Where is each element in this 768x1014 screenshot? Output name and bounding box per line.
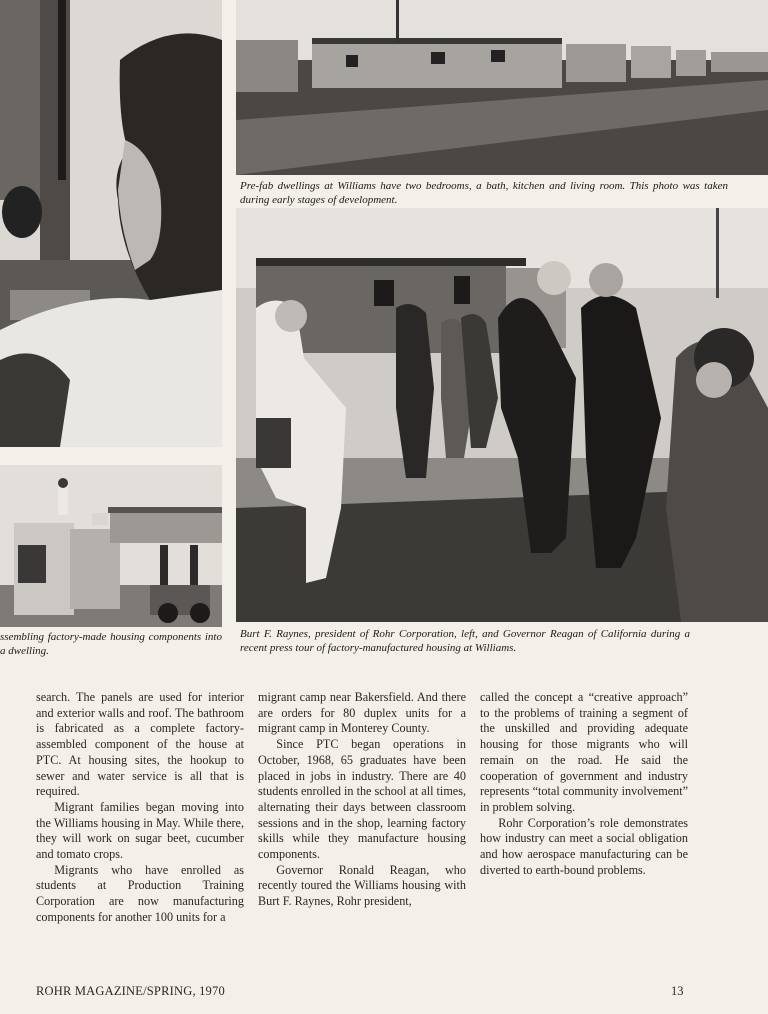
article-paragraph: Governor Ronald Reagan, who recently toured the Williams housing with Burt F. Raynes, Rohr president,	[258, 862, 466, 909]
article-paragraph: migrant camp near Bakersfield. And there are orders for 80 duplex units for a migrant camp in Monterey County.	[258, 690, 466, 736]
caption-prefab-dwellings: Pre-fab dwellings at Williams have two bedrooms, a bath, kitchen and living room. This photo was taken during early stages of development.	[240, 180, 728, 206]
article-column-3	[480, 690, 688, 878]
page-number: 13	[671, 984, 684, 998]
article-paragraph: called the concept a “creative approach” to the problems of training a segment of the unskilled and providing adequate housing for those migrants who will remain on the road. He said the cooperation of government and industry represents “total community involvement” in problem solving.	[480, 690, 688, 814]
article-paragraph: Migrant families began moving into the Williams housing in May. While there, they will work on sugar beet, cucumber and tomato crops.	[36, 799, 244, 862]
caption-assembling-components: ssembling factory-made housing components into a dwelling.	[0, 631, 222, 657]
photo-worker-profile	[0, 0, 222, 447]
article-column-2	[258, 690, 466, 910]
photo-prefab-dwellings	[236, 0, 768, 175]
publication-footer: ROHR MAGAZINE/SPRING, 1970	[36, 984, 225, 998]
article-paragraph: Migrants who have enrolled as students at Production Training Corporation are now manufacturing components for another 100 units for a	[36, 862, 244, 924]
article-column-1	[36, 690, 244, 926]
caption-press-tour: Burt F. Raynes, president of Rohr Corporation, left, and Governor Reagan of California during a recent press tour of factory-manufactured housing at Williams.	[240, 628, 690, 654]
photo-press-tour	[236, 208, 768, 622]
photo-assembling-components	[0, 465, 222, 627]
article-paragraph: Since PTC began operations in October, 1968, 65 graduates have been placed in jobs in industry. There are 40 students enrolled in the school at all times, alternating their days between classroom sessions and in the shop, learning factory skills while they manufacture housing components.	[258, 737, 466, 862]
article-paragraph: search. The panels are used for interior and exterior walls and roof. The bathroom is fabricated as a complete factory-assembled component of the house at PTC. At housing sites, the hookup to sewer and water service is all that is required.	[36, 690, 244, 799]
article-paragraph: Rohr Corporation’s role demonstrates how industry can meet a social obligation and how aerospace manufacturing can be diverted to earth-bound problems.	[480, 815, 688, 877]
